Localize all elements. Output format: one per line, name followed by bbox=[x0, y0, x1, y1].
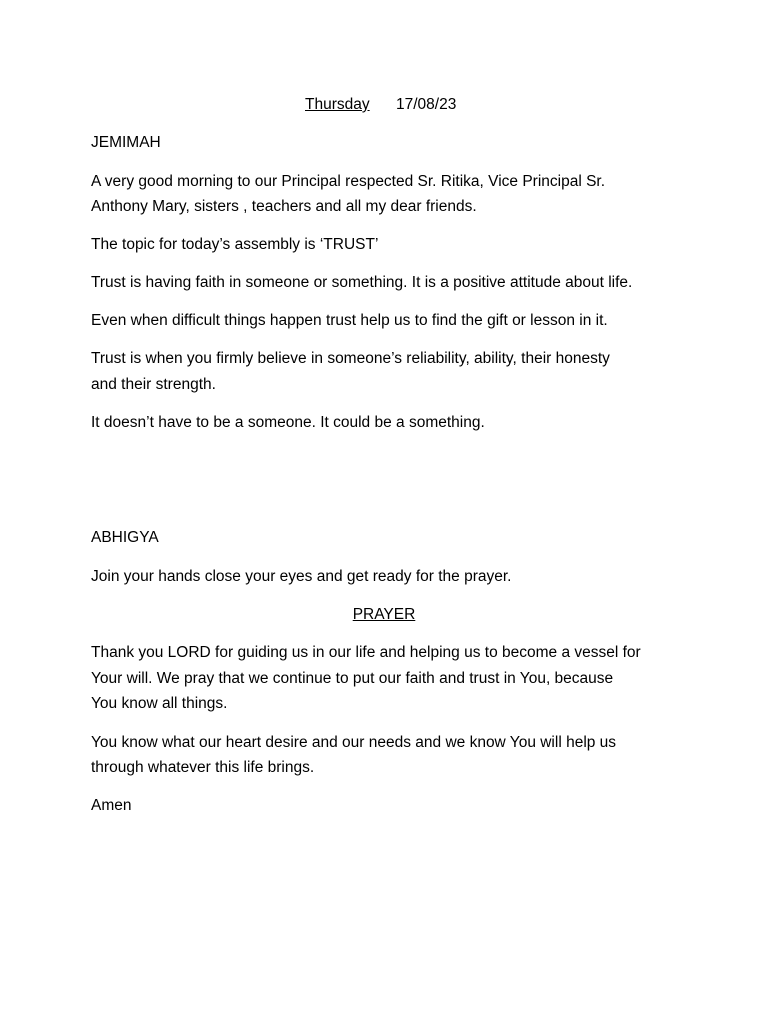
day-label: Thursday bbox=[305, 96, 370, 113]
paragraph-2: Even when difficult things happen trust help us to find the gift or lesson in it. bbox=[91, 312, 608, 329]
prayer-paragraph-2-line-2: through whatever this life brings. bbox=[91, 759, 315, 776]
paragraph-4: It doesn’t have to be a someone. It could be a something. bbox=[91, 414, 485, 431]
date-label: 17/08/23 bbox=[396, 96, 457, 113]
topic-line: The topic for today’s assembly is ‘TRUST’ bbox=[91, 236, 379, 253]
instruction-line: Join your hands close your eyes and get ready for the prayer. bbox=[91, 568, 512, 585]
prayer-heading: PRAYER bbox=[352, 606, 416, 623]
closing-amen: Amen bbox=[91, 797, 132, 814]
prayer-paragraph-2-line-1: You know what our heart desire and our needs and we know You will help us bbox=[91, 734, 617, 751]
date-header bbox=[0, 92, 768, 118]
greeting-line-1: A very good morning to our Principal respected Sr. Ritika, Vice Principal Sr. bbox=[91, 173, 606, 190]
prayer-paragraph-1-line-3: You know all things. bbox=[91, 695, 228, 712]
prayer-paragraph-1-line-2: Your will. We pray that we continue to put our faith and trust in You, because bbox=[91, 670, 614, 687]
greeting-line-2: Anthony Mary, sisters , teachers and all my dear friends. bbox=[91, 198, 477, 215]
speaker-name-2: ABHIGYA bbox=[91, 529, 159, 546]
paragraph-3-line-1: Trust is when you firmly believe in someone’s reliability, ability, their honesty bbox=[91, 350, 610, 367]
paragraph-3-line-2: and their strength. bbox=[91, 376, 216, 393]
prayer-paragraph-1-line-1: Thank you LORD for guiding us in our life and helping us to become a vessel for bbox=[91, 644, 641, 661]
paragraph-1: Trust is having faith in someone or something. It is a positive attitude about life. bbox=[91, 274, 633, 291]
speaker-name-1: JEMIMAH bbox=[91, 134, 161, 151]
